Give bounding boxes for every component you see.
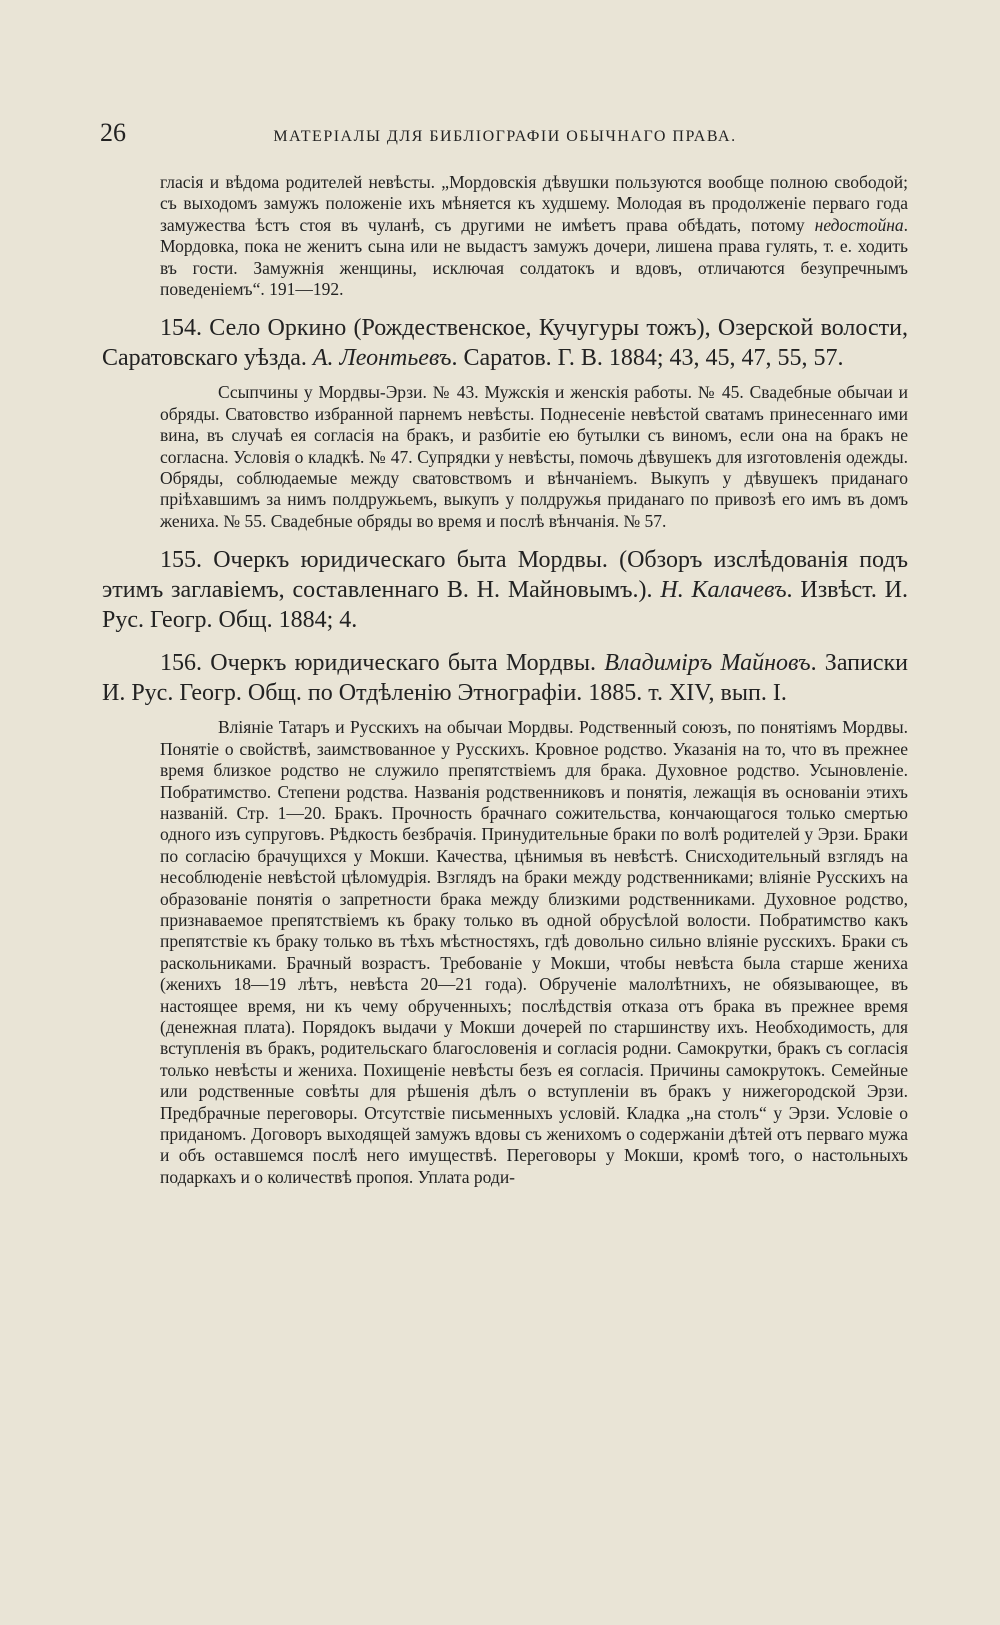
entry-title: Село Оркино (Рождественское, Кучугуры тожъ), Озерской волости, Саратовскаго уѣзда. [102, 315, 908, 372]
entry-source: . Записки И. Рус. Геогр. Общ. по Отдѣленію Этнографіи. 1885. т. XIV, вып. I. [102, 650, 909, 707]
entry-number: 154. [160, 315, 202, 342]
page-content [102, 172, 909, 1188]
entry-heading [102, 545, 908, 635]
page-header [100, 118, 910, 158]
entry-number: 156. [160, 650, 202, 677]
entry-heading [102, 313, 908, 373]
entry-source: . Саратов. Г. В. 1884; 43, 45, 47, 55, 57. [451, 345, 844, 372]
running-title: МАТЕРІАЛЫ ДЛЯ БИБЛІОГРАФІИ ОБЫЧНАГО ПРАВА. [273, 128, 737, 145]
entry-154 [102, 313, 908, 532]
entry-156 [102, 648, 909, 1188]
entry-heading [102, 648, 908, 708]
page-number: 26 [100, 118, 126, 147]
continuation-italic: недостойна [814, 214, 904, 235]
entry-author: Н. Калачевъ [660, 577, 787, 604]
entry-author: А. Леонтьевъ [312, 345, 452, 372]
entry-number: 155. [160, 547, 202, 574]
entry-source: . Извѣст. И. Рус. Геогр. Общ. 1884; 4. [102, 577, 909, 634]
entry-description: Вліяніе Татаръ и Русскихъ на обычаи Мордвы. Родственный союзъ, по понятіямъ Мордвы. Понятіе о свойствѣ, заимствованное у Русскихъ. Кровное родство. Указанія на то, что въ прежнее время близкое родство не служило препятствіемъ для брака. Духовное родство. Усыновленіе. Побратимство. Степени родства. Названія родственниковъ и понятія, лежащія въ основаніи этихъ названій. Стр. 1—20. Бракъ. Прочность брачнаго сожительства, кончающагося только смертью одного изъ супруговъ. Рѣдкость безбрачія. Принудительные браки по волѣ родителей у Эрзи. Браки по согласію брачущихся у Мокши. Качества, цѣнимыя въ невѣстѣ. Снисходительный взглядъ на несоблюденіе невѣстой цѣломудрія. Взглядъ на браки между родственниками; вліяніе Русскихъ на образованіе понятія о запретности брака между близкими родственниками. Духовное родство, признаваемое препятствіемъ къ браку только въ одной обрусѣлой волости. Побратимство какъ препятствіе къ браку только въ тѣхъ мѣстностяхъ, гдѣ довольно сильно вліяніе русскихъ. Браки съ раскольниками. Брачный возрастъ. Требованіе у Мокши, чтобы невѣста была старше жениха (женихъ 18—19 лѣтъ, невѣста 20—21 года). Обрученіе малолѣтнихъ, не обязывающее, въ настоящее время, ни къ чему обрученныхъ; послѣдствія отказа отъ брака въ прежнее время (денежная плата). Порядокъ выдачи у Мокши дочерей по старшинству ихъ. Необходимость, для вступленія въ бракъ, родительскаго благословенія и согласія родни. Самокрутки, бракъ съ согласія только невѣсты и жениха. Похищеніе невѣсты безъ ея согласія. Причины самокрутокъ. Семейные или родственные совѣты для рѣшенія дѣлъ о вступленіи въ бракъ у нижегородской Эрзи. Предбрачные переговоры. Отсутствіе письменныхъ условій. Кладка „на столъ“ у Эрзи. Условіе о приданомъ. Договоръ выходящей замужъ вдовы съ женихомъ о содержаніи дѣтей отъ перваго мужа и объ оставшемся послѣ него имуществѣ. Переговоры у Мокши, кромѣ того, о настольныхъ подаркахъ и о количествѣ пропоя. Уплата роди- [160, 717, 908, 1187]
entry-description: Ссыпчины у Мордвы-Эрзи. № 43. Мужскія и женскія работы. № 45. Свадебные обычаи и обряды. Сватовство избранной парнемъ невѣсты. Поднесеніе невѣстой сватамъ принесеннаго ими вина, въ случаѣ ея согласія на бракъ, и разбитіе ею бутылки съ виномъ, если она на бракъ не согласна. Условія о кладкѣ. № 47. Супрядки у невѣсты, помочь дѣвушекъ для изготовленія одежды. Обряды, соблюдаемые между сватовствомъ и вѣнчаніемъ. Выкупъ у дѣвушекъ приданаго пріѣхавшимъ за нимъ полдружьемъ, выкупъ у полдружья приданаго по привозѣ его имъ въ домъ жениха. № 55. Свадебные обряды во время и послѣ вѣнчанія. № 57. [160, 382, 908, 531]
continuation-text-before: гласія и вѣдома родителей невѣсты. „Мордовскія дѣвушки пользуются вообще полною свободой; съ выходомъ замужъ положеніе ихъ мѣняется къ худшему. Молодая въ продолженіе перваго года замужества ѣстъ стоя въ чуланѣ, съ другими не имѣетъ права обѣдать, потому [160, 172, 908, 235]
continuation-paragraph [160, 172, 908, 300]
entry-title: Очеркъ юридическаго быта Мордвы. [202, 650, 605, 677]
entry-author: Владимiръ Майновъ [604, 650, 811, 677]
entry-155 [102, 545, 909, 635]
continuation-text-after: . Мордовка, пока не женитъ сына или не выдастъ замужъ дочери, лишена права гулять, т. е. ходить въ гости. Замужнія женщины, исключая солдатокъ и вдовъ, отличаются безупречнымъ поведеніемъ“. 191—192. [160, 214, 908, 300]
entry-title: Очеркъ юридическаго быта Мордвы. (Обзоръ изслѣдованія подъ этимъ заглавіемъ, составленнаго В. Н. Майновымъ.). [102, 547, 908, 604]
